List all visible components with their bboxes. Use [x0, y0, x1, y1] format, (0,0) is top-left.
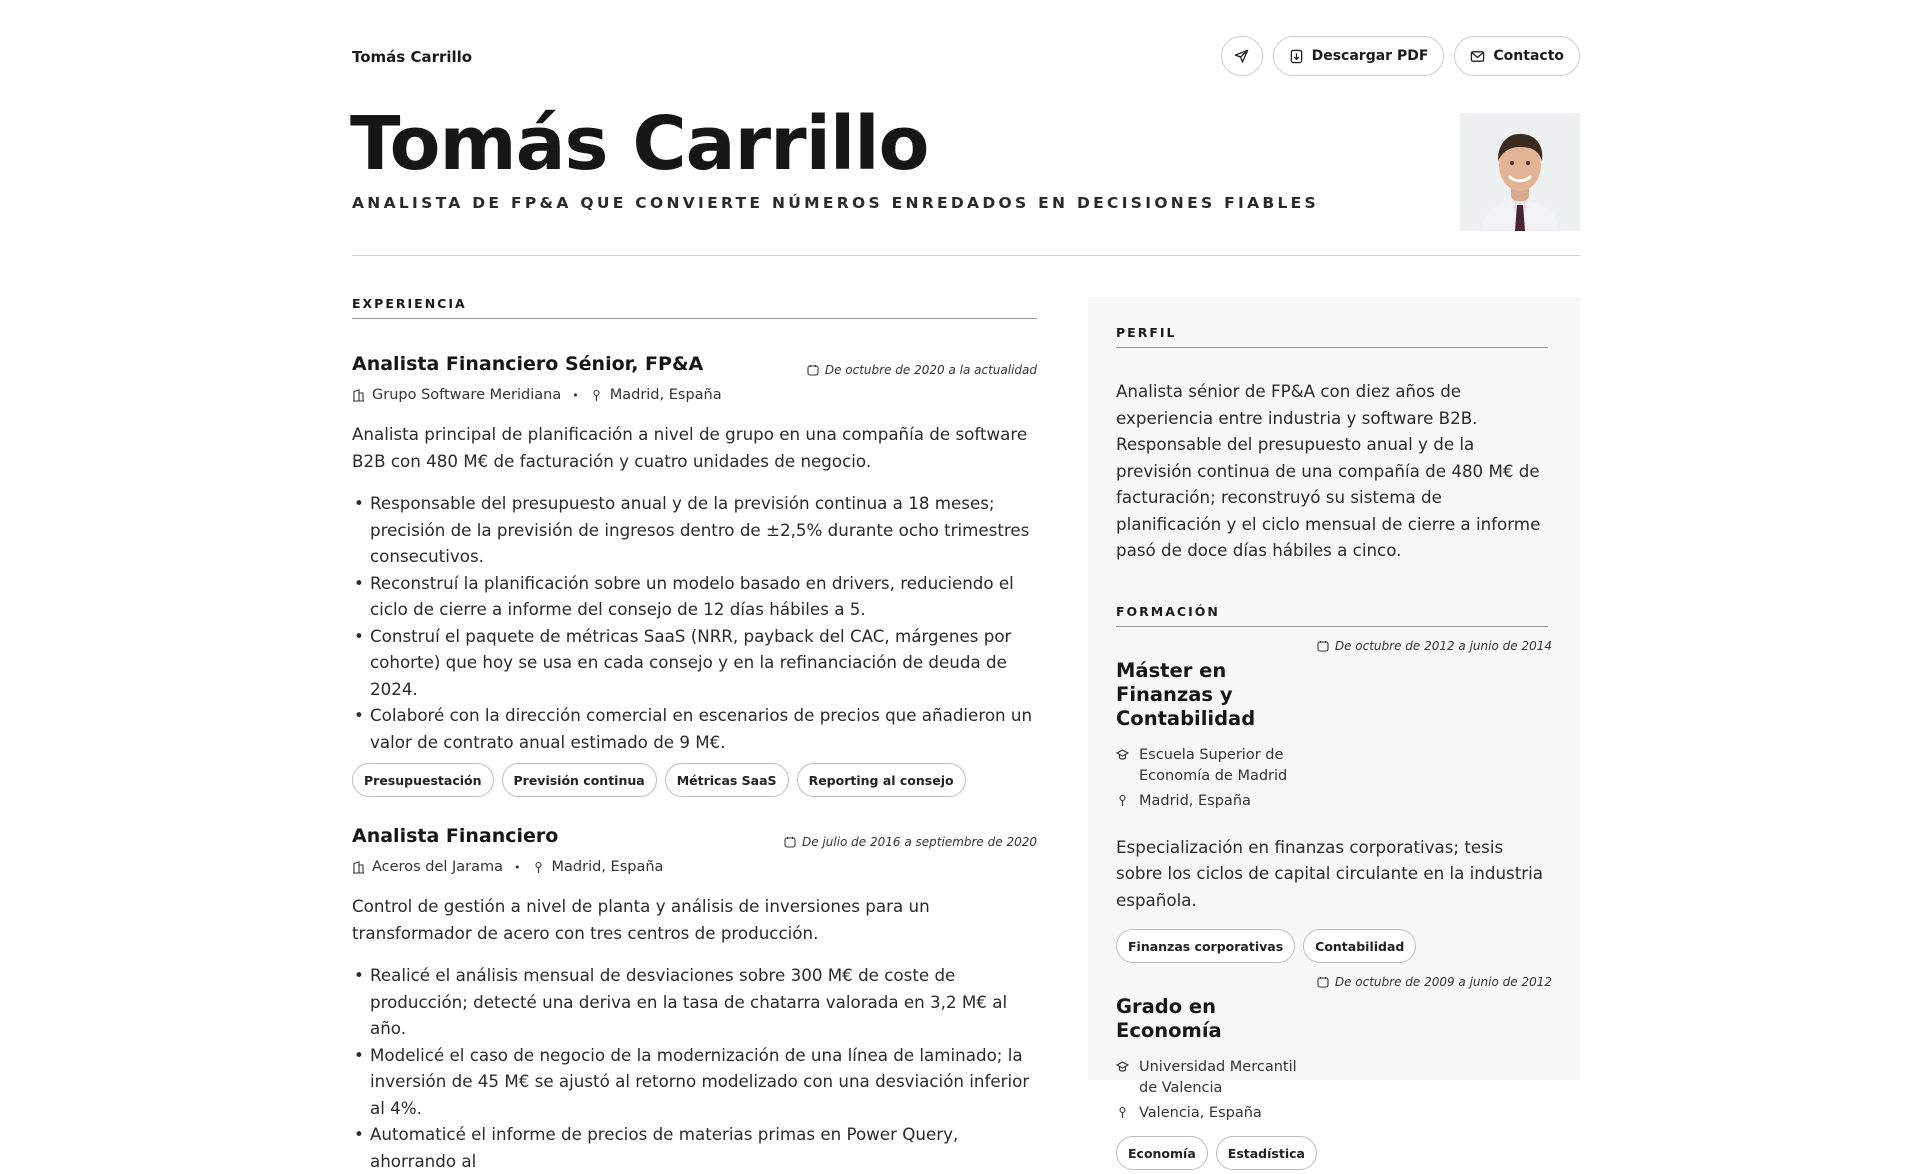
location-pin-icon	[590, 389, 603, 402]
job-achievements	[352, 490, 1037, 755]
hero-name: Tomás Carrillo	[350, 101, 929, 187]
achievement-item: • Reconstruí la planificación sobre un modelo basado en drivers, reduciendo el ciclo de cierre a informe del consejo de 12 días hábiles a 5.	[352, 570, 1037, 623]
achievement-item: • Automaticé el informe de precios de materias primas en Power Query, ahorrando al	[352, 1121, 1037, 1174]
education-description: Especialización en finanzas corporativas; tesis sobre los ciclos de capital circulante en la industria española.	[1116, 836, 1544, 910]
job-date	[807, 363, 1037, 377]
education-entry	[1116, 975, 1552, 1170]
separator-dot: •	[514, 860, 521, 874]
skill-tag: Finanzas corporativas	[1116, 929, 1295, 963]
building-icon	[352, 861, 365, 874]
profile-heading: PERFIL	[1116, 325, 1548, 348]
location-pin-icon	[532, 861, 545, 874]
education-school	[1116, 1057, 1316, 1099]
experience-heading: EXPERIENCIA	[352, 296, 1037, 319]
skill-tag: Métricas SaaS	[665, 763, 789, 797]
top-actions	[1221, 36, 1580, 76]
job-meta	[352, 859, 1037, 875]
education-tags	[1116, 1136, 1552, 1170]
job-date-text: De octubre de 2020 a la actualidad	[824, 363, 1037, 377]
avatar	[1460, 113, 1580, 231]
contact-label: Contacto	[1493, 48, 1564, 64]
skill-tag: Economía	[1116, 1136, 1208, 1170]
graduation-cap-icon	[1116, 748, 1129, 761]
degree-title: Grado en Economía	[1116, 995, 1222, 1042]
degree-title: Máster en Finanzas y Contabilidad	[1116, 658, 1256, 730]
skill-tag: Contabilidad	[1303, 929, 1416, 963]
experience-section	[352, 296, 1037, 1174]
job-date-text: De julio de 2016 a septiembre de 2020	[801, 835, 1037, 849]
education-section	[1116, 604, 1552, 1171]
mail-icon	[1470, 49, 1485, 64]
sidebar-panel	[1088, 297, 1580, 1161]
job-achievements	[352, 962, 1037, 1174]
achievement-item: • Construí el paquete de métricas SaaS (NRR, payback del CAC, márgenes por cohorte) que hoy se usa en cada consejo y en la refinanciación de deuda de 2024.	[352, 623, 1037, 703]
job-entry	[352, 353, 1037, 797]
education-location	[1116, 1103, 1316, 1124]
top-bar	[352, 36, 1580, 78]
calendar-icon	[807, 364, 819, 376]
location-pin-icon	[1116, 1106, 1129, 1119]
skill-tag: Estadística	[1216, 1136, 1317, 1170]
education-tags	[1116, 929, 1552, 963]
skill-tag: Reporting al consejo	[797, 763, 966, 797]
job-summary: Analista principal de planificación a nivel de grupo en una compañía de software B2B con 480 M€ de facturación y cuatro unidades de negocio.	[352, 424, 1028, 471]
job-date	[784, 835, 1037, 849]
achievement-item: • Realicé el análisis mensual de desviaciones sobre 300 M€ de coste de producción; detecté una deriva en la tasa de chatarra valorada en 3,2 M€ al año.	[352, 962, 1037, 1042]
school-location: Madrid, España	[1139, 792, 1251, 809]
achievement-item: • Modelicé el caso de negocio de la modernización de una línea de laminado; la inversión de 45 M€ se ajustó al retorno modelizado con una desviación inferior al 4%.	[352, 1042, 1037, 1122]
profile-text: Analista sénior de FP&A con diez años de experiencia entre industria y software B2B. Responsable del presupuesto anual y de la previsión continua de una compañía de 480 M€ de facturación; reconstruyó su sistema de planificación y el ciclo mensual de cierre a informe pasó de doce días hábiles a cinco.	[1116, 381, 1541, 560]
download-pdf-label: Descargar PDF	[1311, 48, 1429, 64]
achievement-item: • Colaboré con la dirección comercial en escenarios de precios que añadieron un valor de contrato anual estimado de 9 M€.	[352, 702, 1037, 755]
job-meta	[352, 387, 1037, 403]
separator-dot: •	[572, 388, 579, 402]
location-pin-icon	[1116, 794, 1129, 807]
job-title: Analista Financiero	[352, 825, 559, 847]
job-title: Analista Financiero Sénior, FP&A	[352, 353, 704, 375]
job-location: Madrid, España	[551, 859, 664, 875]
skill-tag: Previsión continua	[502, 763, 657, 797]
brand-name[interactable]: Tomás Carrillo	[352, 48, 473, 66]
building-icon	[352, 389, 365, 402]
education-date-text: De octubre de 2009 a junio de 2012	[1334, 975, 1552, 989]
graduation-cap-icon	[1116, 1060, 1129, 1073]
calendar-icon	[1317, 976, 1329, 988]
calendar-icon	[784, 836, 796, 848]
send-icon	[1234, 49, 1249, 64]
contact-button[interactable]	[1454, 36, 1580, 76]
education-school	[1116, 745, 1316, 787]
share-button[interactable]	[1221, 36, 1263, 76]
education-entry	[1116, 639, 1552, 964]
education-date-text: De octubre de 2012 a junio de 2014	[1334, 638, 1552, 653]
school-name: Escuela Superior de Economía de Madrid	[1139, 746, 1288, 784]
calendar-icon	[1317, 640, 1329, 652]
hero-tagline: ANALISTA DE FP&A QUE CONVIERTE NÚMEROS ENREDADOS EN DECISIONES FIABLES	[352, 194, 1320, 212]
education-heading: FORMACIÓN	[1116, 604, 1548, 627]
education-date	[1317, 975, 1552, 989]
job-summary: Control de gestión a nivel de planta y análisis de inversiones para un transformador de acero con tres centros de producción.	[352, 896, 930, 943]
school-name: Universidad Mercantil de Valencia	[1139, 1059, 1297, 1096]
portrait-image	[1460, 113, 1580, 231]
job-company: Grupo Software Meridiana	[372, 387, 562, 403]
skill-tag: Presupuestación	[352, 763, 494, 797]
job-entry	[352, 825, 1037, 1174]
school-location: Valencia, España	[1139, 1105, 1262, 1121]
education-location	[1116, 791, 1316, 812]
job-location: Madrid, España	[609, 387, 722, 403]
hero-divider	[352, 255, 1580, 256]
job-company: Aceros del Jarama	[372, 859, 504, 875]
download-icon	[1289, 49, 1304, 64]
achievement-item: • Responsable del presupuesto anual y de la previsión continua a 18 meses; precisión de la previsión de ingresos dentro de ±2,5% durante ocho trimestres consecutivos.	[352, 490, 1037, 570]
skill-tags	[352, 763, 1037, 797]
education-date	[1317, 639, 1552, 653]
download-pdf-button[interactable]	[1273, 36, 1445, 76]
